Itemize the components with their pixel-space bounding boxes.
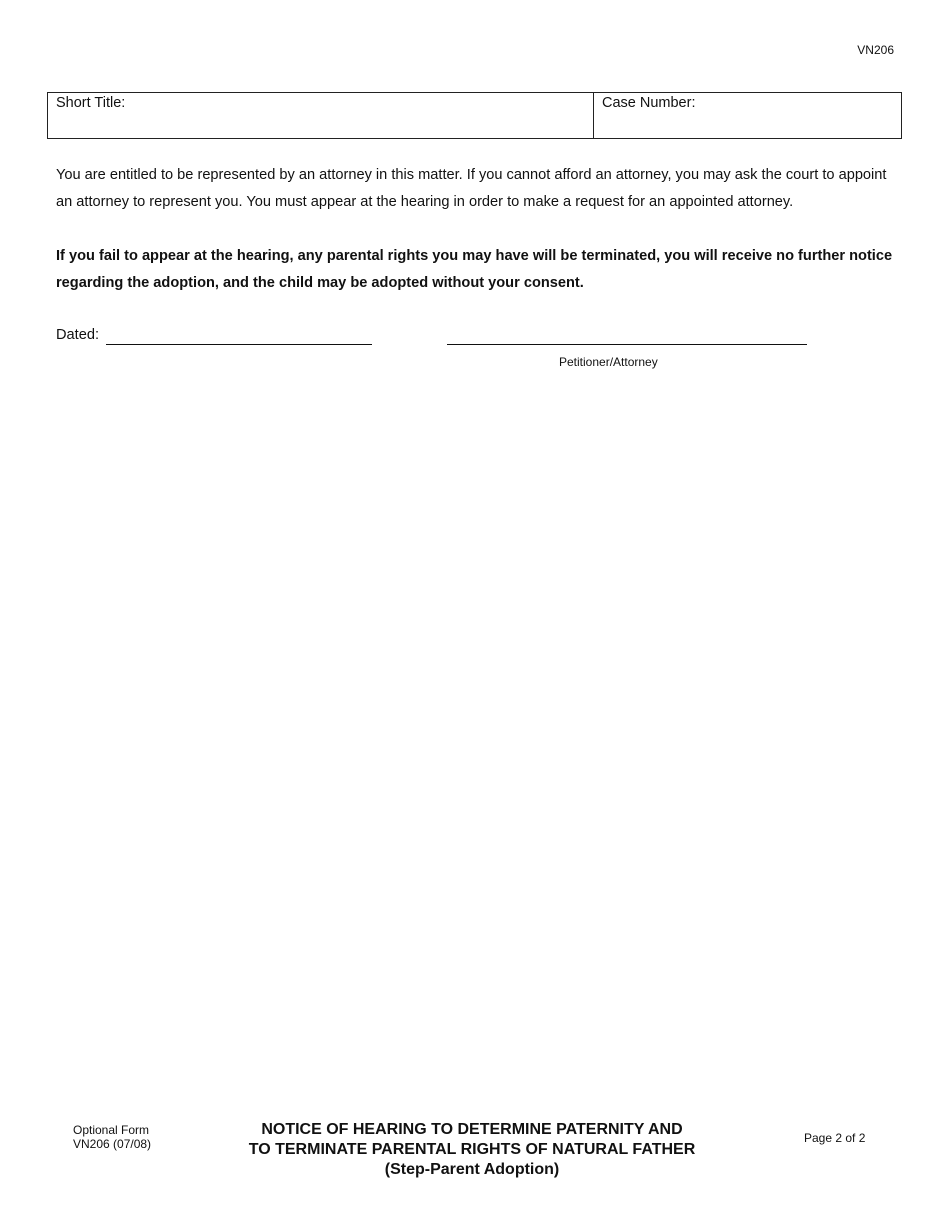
short-title-field[interactable]	[48, 93, 594, 138]
form-title	[200, 1120, 744, 1180]
form-type: Optional Form	[73, 1123, 150, 1137]
case-number-field[interactable]	[594, 93, 901, 138]
short-title-label: Short Title:	[56, 95, 126, 111]
dated-label: Dated:	[56, 327, 99, 343]
signature-line[interactable]	[447, 344, 807, 345]
page-indicator: Page 2 of 2	[804, 1131, 866, 1145]
form-title-line-1: NOTICE OF HEARING TO DETERMINE PATERNITY AND	[261, 1121, 683, 1138]
attorney-notice-paragraph: You are entitled to be represented by an attorney in this matter. If you cannot afford an attorney, you may ask the court to appoint an attorney to represent you. You must appear at the hearing in order to make a request for an appointed attorney.	[56, 167, 887, 210]
case-number-label: Case Number:	[602, 95, 696, 111]
failure-to-appear-warning: If you fail to appear at the hearing, any parental rights you may have will be terminated, you will receive no further notice regarding the adoption, and the child may be adopted without your consent.	[56, 248, 893, 291]
dated-line[interactable]	[106, 344, 372, 345]
form-revision: VN206 (07/08)	[73, 1137, 152, 1151]
signature-row	[56, 325, 856, 349]
form-title-line-3: (Step-Parent Adoption)	[384, 1161, 560, 1178]
case-caption-box	[47, 92, 902, 139]
footer-form-info	[73, 1123, 151, 1151]
form-number: VN206	[857, 43, 894, 57]
signature-caption: Petitioner/Attorney	[559, 355, 658, 369]
form-title-line-2: TO TERMINATE PARENTAL RIGHTS OF NATURAL FATHER	[248, 1141, 696, 1158]
